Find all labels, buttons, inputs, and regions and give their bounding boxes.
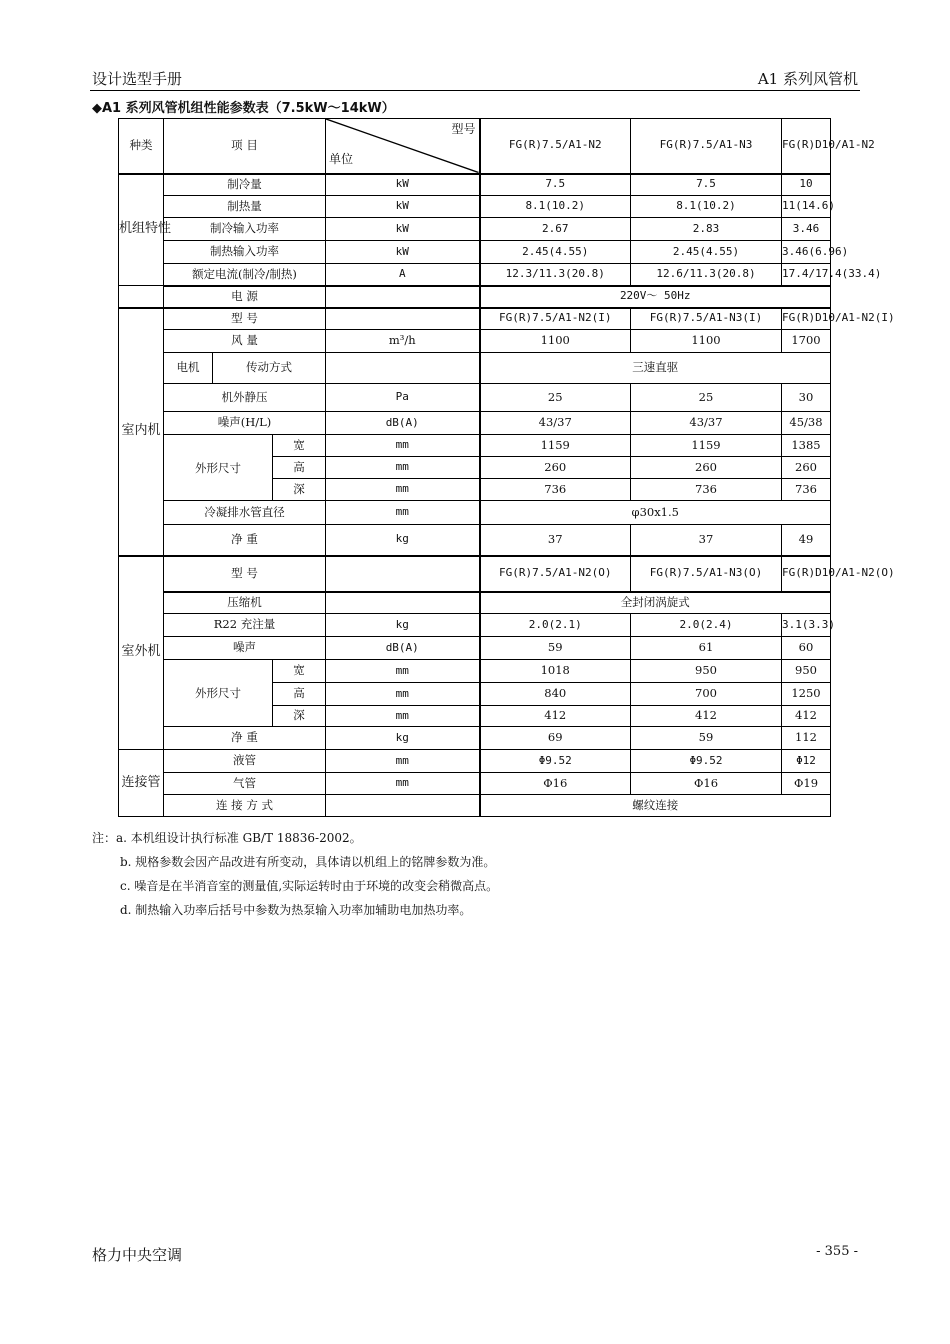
- row-item: 气管: [164, 773, 326, 795]
- model-name-3: FG(R)D10/A1-N2: [782, 119, 831, 174]
- cell-value: 11(14.6): [782, 196, 831, 218]
- cell-value: 61: [631, 637, 782, 660]
- cell-value: 736: [480, 479, 631, 501]
- cell-value: 260: [631, 457, 782, 479]
- dims-label: 外形尺寸: [164, 660, 273, 727]
- row-item: 深: [273, 479, 326, 501]
- row-unit: [326, 353, 480, 384]
- table-row: [119, 750, 831, 773]
- cell-value: 1700: [782, 330, 831, 353]
- table-row: [119, 174, 831, 196]
- section-title: ◆A1 系列风管机组性能参数表（7.5kW～14kW）: [92, 101, 395, 116]
- cell-value: 49: [782, 525, 831, 556]
- header-divider: [90, 90, 860, 91]
- table-row: [119, 196, 831, 218]
- row-unit: mm: [326, 773, 480, 795]
- table-row: [119, 218, 831, 241]
- row-unit: [326, 556, 480, 592]
- header-kind: 种类: [119, 119, 164, 174]
- pipe-method-value: 螺纹连接: [480, 795, 831, 817]
- cell-value: Φ9.52: [480, 750, 631, 773]
- cell-value: 30: [782, 384, 831, 412]
- row-item: 深: [273, 706, 326, 727]
- cell-value: 1250: [782, 683, 831, 706]
- table-row: [119, 727, 831, 750]
- table-row: [119, 556, 831, 592]
- cell-value: 1159: [480, 435, 631, 457]
- cell-value: 17.4/17.4(33.4): [782, 264, 831, 286]
- row-unit: kW: [326, 218, 480, 241]
- cell-value: 3.1(3.3): [782, 614, 831, 637]
- header-manual-title: 设计选型手册: [92, 70, 183, 88]
- row-item: 高: [273, 457, 326, 479]
- empty-cell: [119, 286, 164, 308]
- row-unit: kW: [326, 174, 480, 196]
- row-unit: dB(A): [326, 637, 480, 660]
- cell-value: 1159: [631, 435, 782, 457]
- row-item: 制热量: [164, 196, 326, 218]
- motor-label: 电机: [164, 353, 213, 384]
- cell-value: FG(R)7.5/A1-N2(O): [480, 556, 631, 592]
- row-unit: mm: [326, 660, 480, 683]
- cell-value: 1100: [631, 330, 782, 353]
- model-name-2: FG(R)7.5/A1-N3: [631, 119, 782, 174]
- cell-value: 7.5: [631, 174, 782, 196]
- table-row: [119, 660, 831, 683]
- cell-value: Φ19: [782, 773, 831, 795]
- footer-brand: 格力中央空调: [92, 1246, 183, 1264]
- cell-value: 3.46: [782, 218, 831, 241]
- table-row: [119, 384, 831, 412]
- table-row: [119, 330, 831, 353]
- row-item: 净 重: [164, 525, 326, 556]
- cell-value: 1385: [782, 435, 831, 457]
- table-row: [119, 501, 831, 525]
- cell-value: 950: [631, 660, 782, 683]
- cell-value: 43/37: [631, 412, 782, 435]
- note-a: 注：a. 本机组设计执行标准 GB/T 18836-2002。: [92, 831, 362, 845]
- row-unit: mm: [326, 683, 480, 706]
- row-item: R22 充注量: [164, 614, 326, 637]
- cell-value: 412: [480, 706, 631, 727]
- cell-value: FG(R)7.5/A1-N3(O): [631, 556, 782, 592]
- cell-value: 12.6/11.3(20.8): [631, 264, 782, 286]
- notes: [92, 826, 498, 922]
- table-header-row: [119, 119, 831, 174]
- row-unit: dB(A): [326, 412, 480, 435]
- table-row: [119, 795, 831, 817]
- category-indoor: 室内机: [119, 308, 164, 556]
- cell-value: 37: [480, 525, 631, 556]
- cell-value: 25: [631, 384, 782, 412]
- cell-value: 260: [782, 457, 831, 479]
- cell-value: 12.3/11.3(20.8): [480, 264, 631, 286]
- table-row: [119, 614, 831, 637]
- table-row: [119, 286, 831, 308]
- row-item: 制冷量: [164, 174, 326, 196]
- row-unit: [326, 795, 480, 817]
- cell-value: 69: [480, 727, 631, 750]
- cell-value: 2.83: [631, 218, 782, 241]
- row-unit: mm: [326, 457, 480, 479]
- table-row: [119, 773, 831, 795]
- table-row: [119, 241, 831, 264]
- row-item: 传动方式: [213, 353, 326, 384]
- row-item: 制热输入功率: [164, 241, 326, 264]
- cell-value: 2.0(2.4): [631, 614, 782, 637]
- row-item: 噪声(H/L): [164, 412, 326, 435]
- row-item: 宽: [273, 660, 326, 683]
- cell-value: FG(R)7.5/A1-N3(I): [631, 308, 782, 330]
- row-unit: [326, 592, 480, 614]
- table-row: [119, 264, 831, 286]
- row-unit: mm: [326, 706, 480, 727]
- row-unit: m³/h: [326, 330, 480, 353]
- row-item: 冷凝排水管直径: [164, 501, 326, 525]
- cell-value: 2.45(4.55): [480, 241, 631, 264]
- cell-value: 412: [782, 706, 831, 727]
- note-b: b. 规格参数会因产品改进有所变动，具体请以机组上的铭牌参数为准。: [120, 855, 496, 869]
- cell-value: 10: [782, 174, 831, 196]
- cell-value: 59: [480, 637, 631, 660]
- spec-table: [118, 118, 895, 817]
- header-model-label: 型号: [451, 122, 476, 136]
- table-row: [119, 592, 831, 614]
- header-series-title: A1 系列风管机: [757, 70, 858, 88]
- header-unit-label: 单位: [329, 151, 354, 166]
- note-d: d. 制热输入功率后括号中参数为热泵输入功率加辅助电加热功率。: [120, 903, 472, 917]
- row-item: 净 重: [164, 727, 326, 750]
- row-unit: mm: [326, 479, 480, 501]
- table-row: [119, 525, 831, 556]
- cell-value: 2.45(4.55): [631, 241, 782, 264]
- cell-value: 25: [480, 384, 631, 412]
- row-item: 连 接 方 式: [164, 795, 326, 817]
- cell-value: FG(R)7.5/A1-N2(I): [480, 308, 631, 330]
- cell-value: 45/38: [782, 412, 831, 435]
- power-value: 220V～ 50Hz: [480, 286, 831, 308]
- row-item: 型 号: [164, 308, 326, 330]
- row-item: 压缩机: [164, 592, 326, 614]
- category-pipe: 连接管: [119, 750, 164, 817]
- cell-value: 700: [631, 683, 782, 706]
- row-unit: [326, 286, 480, 308]
- dims-label: 外形尺寸: [164, 435, 273, 501]
- cell-value: 950: [782, 660, 831, 683]
- cell-value: FG(R)D10/A1-N2(I): [782, 308, 831, 330]
- table-row: [119, 637, 831, 660]
- row-item: 机外静压: [164, 384, 326, 412]
- note-c: c. 噪音是在半消音室的测量值,实际运转时由于环境的改变会稍微高点。: [120, 879, 499, 893]
- cell-value: 2.0(2.1): [480, 614, 631, 637]
- cell-value: 2.67: [480, 218, 631, 241]
- cell-value: 37: [631, 525, 782, 556]
- cell-value: Φ12: [782, 750, 831, 773]
- table-row: [119, 412, 831, 435]
- drain-value: φ30x1.5: [480, 501, 831, 525]
- row-unit: A: [326, 264, 480, 286]
- row-item: 风 量: [164, 330, 326, 353]
- row-unit: kW: [326, 196, 480, 218]
- compressor-value: 全封闭涡旋式: [480, 592, 831, 614]
- cell-value: 840: [480, 683, 631, 706]
- row-unit: kg: [326, 525, 480, 556]
- row-unit: mm: [326, 435, 480, 457]
- header-item: 项 目: [164, 119, 326, 174]
- table-row: [119, 435, 831, 457]
- cell-value: 112: [782, 727, 831, 750]
- row-unit: Pa: [326, 384, 480, 412]
- cell-value: FG(R)D10/A1-N2(O): [782, 556, 831, 592]
- motor-value: 三速直驱: [480, 353, 831, 384]
- row-item: 高: [273, 683, 326, 706]
- row-unit: [326, 308, 480, 330]
- cell-value: 8.1(10.2): [480, 196, 631, 218]
- page-number: - 355 -: [816, 1244, 858, 1259]
- row-item: 额定电流(制冷/制热): [164, 264, 326, 286]
- row-unit: mm: [326, 501, 480, 525]
- cell-value: 736: [782, 479, 831, 501]
- category-outdoor: 室外机: [119, 556, 164, 750]
- cell-value: 1018: [480, 660, 631, 683]
- cell-value: 8.1(10.2): [631, 196, 782, 218]
- row-item: 宽: [273, 435, 326, 457]
- cell-value: Φ16: [480, 773, 631, 795]
- row-unit: kg: [326, 727, 480, 750]
- row-item: 电 源: [164, 286, 326, 308]
- model-name-1: FG(R)7.5/A1-N2: [480, 119, 631, 174]
- cell-value: 43/37: [480, 412, 631, 435]
- row-item: 制冷输入功率: [164, 218, 326, 241]
- row-item: 型 号: [164, 556, 326, 592]
- category-unit: 机组特性: [119, 174, 164, 286]
- table-row: [119, 353, 831, 384]
- cell-value: Φ9.52: [631, 750, 782, 773]
- cell-value: 412: [631, 706, 782, 727]
- row-item: 噪声: [164, 637, 326, 660]
- row-unit: kg: [326, 614, 480, 637]
- cell-value: 59: [631, 727, 782, 750]
- row-unit: mm: [326, 750, 480, 773]
- cell-value: 260: [480, 457, 631, 479]
- row-item: 液管: [164, 750, 326, 773]
- cell-value: 3.46(6.96): [782, 241, 831, 264]
- table-row: [119, 308, 831, 330]
- cell-value: 736: [631, 479, 782, 501]
- cell-value: 60: [782, 637, 831, 660]
- cell-value: 7.5: [480, 174, 631, 196]
- cell-value: Φ16: [631, 773, 782, 795]
- cell-value: 1100: [480, 330, 631, 353]
- row-unit: kW: [326, 241, 480, 264]
- header-model-unit-cell: [326, 119, 480, 174]
